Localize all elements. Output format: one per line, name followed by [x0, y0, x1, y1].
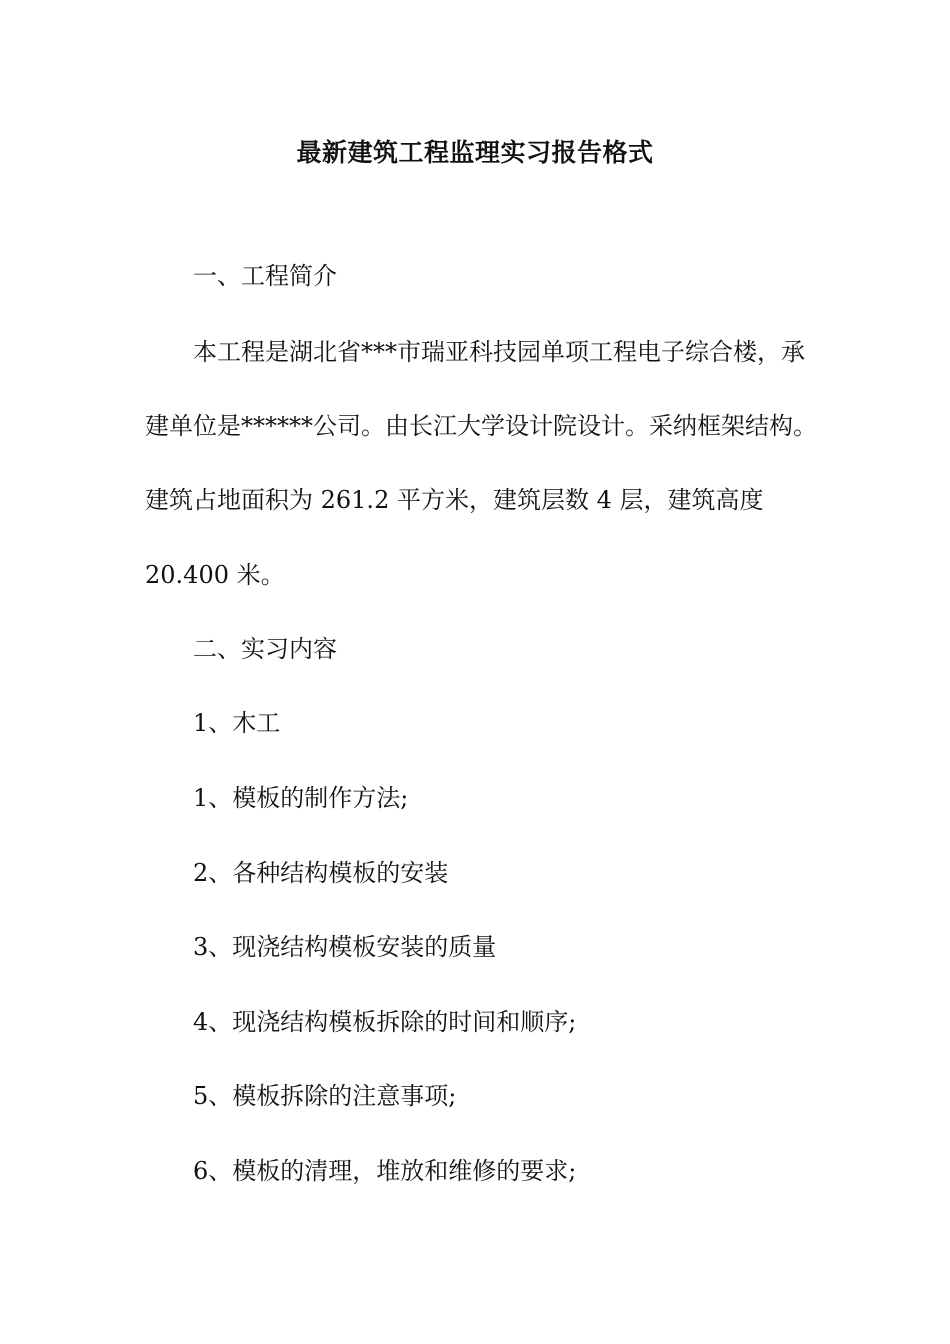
subsection-carpentry: 1、木工 — [193, 709, 281, 737]
paragraph-line-3: 建筑占地面积为 261.2 平方米，建筑层数 4 层，建筑高度 — [145, 486, 764, 514]
list-item: 4、现浇结构模板拆除的时间和顺序; — [193, 1008, 577, 1036]
paragraph-line-1: 本工程是湖北省***市瑞亚科技园单项工程电子综合楼，承 — [193, 338, 805, 366]
list-item: 2、各种结构模板的安装 — [193, 859, 449, 887]
list-item: 1、模板的制作方法; — [193, 784, 409, 812]
list-item: 3、现浇结构模板安装的质量 — [193, 933, 497, 961]
section-heading-content: 二、实习内容 — [193, 635, 337, 663]
paragraph-line-2: 建单位是******公司。由长江大学设计院设计。采纳框架结构。 — [145, 412, 817, 440]
paragraph-line-4: 20.400 米。 — [145, 561, 285, 589]
list-item: 5、模板拆除的注意事项; — [193, 1082, 457, 1110]
list-item: 6、模板的清理，堆放和维修的要求; — [193, 1157, 577, 1185]
section-heading-overview: 一、工程简介 — [193, 262, 337, 290]
document-title: 最新建筑工程监理实习报告格式 — [296, 138, 654, 167]
